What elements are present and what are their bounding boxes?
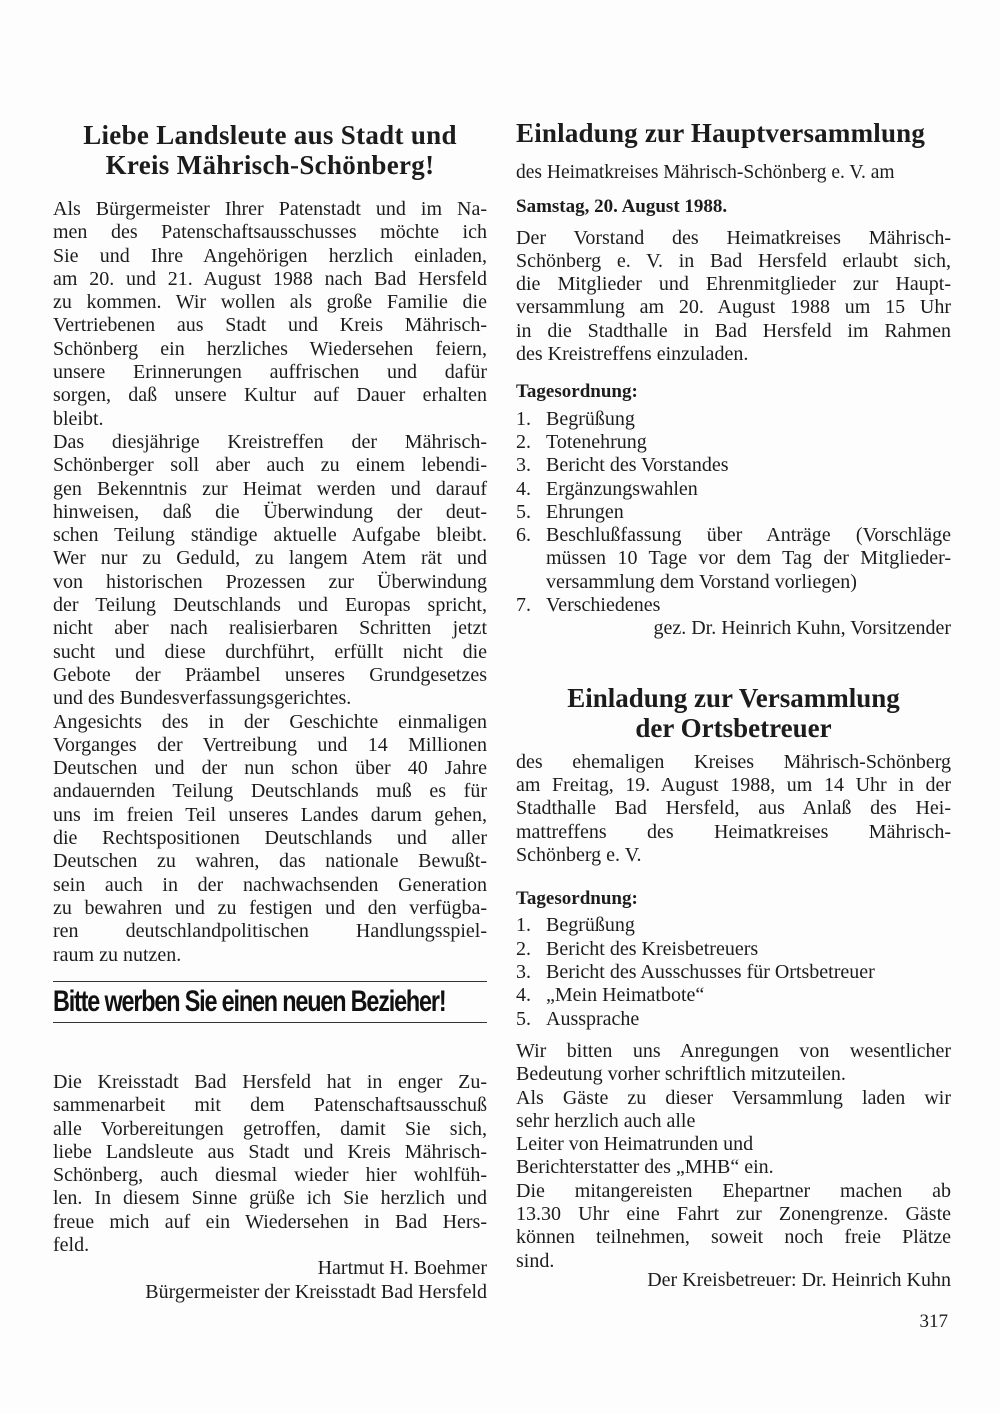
agenda-item: [516, 914, 951, 937]
banner-title: Bitte werben Sie einen neuen Bezieher!: [53, 985, 446, 1018]
heading-line: Kreis Mährisch-Schönberg!: [105, 150, 435, 180]
agenda-item: [516, 938, 951, 961]
agenda-item-text: Beschlußfassung über Anträge (Vorschläge müssen 10 Tage vor dem Tag der Mitglieder-versammlung dem Vorstand vorliegen): [546, 524, 951, 593]
heading-line: Liebe Landsleute aus Stadt und: [83, 120, 457, 150]
text-line: Das diesjährige Kreistreffen der Mährisch-: [53, 430, 487, 453]
greeting-heading: [53, 118, 487, 180]
subscriber-banner: [53, 981, 487, 1023]
text-line: Der Vorstand des Heimatkreises Mährisch-: [516, 226, 951, 249]
agenda-item-number: 4.: [516, 984, 531, 1007]
text-line: 13.30 Uhr eine Fahrt zur Zonengrenze. Gäste: [516, 1202, 951, 1225]
agenda-item-text: „Mein Heimatbote“: [546, 984, 705, 1007]
paragraph-kreistreffen: [53, 431, 487, 711]
text-line: versammlung am 20. August 1988 um 15 Uhr: [516, 296, 951, 319]
agenda-title: Tagesordnung:: [516, 888, 638, 910]
text-line: Deutschen zu wahren, das nationale Bewußt-: [53, 850, 487, 873]
text-line: Vorganges der Vertreibung und 14 Millionen: [53, 733, 487, 756]
hauptversammlung-date: Samstag, 20. August 1988.: [516, 196, 728, 218]
text-line: Vertriebenen aus Stadt und Kreis Mährisch-: [53, 314, 487, 337]
signature-title: Bürgermeister der Kreisstadt Bad Hersfeld: [145, 1280, 487, 1303]
paragraph-kreisstadt: [53, 1071, 487, 1257]
text-line: men des Patenschaftsausschusses möchte ich: [53, 221, 487, 244]
hauptversammlung-signature: gez. Dr. Heinrich Kuhn, Vorsitzender: [653, 617, 951, 640]
text-line: unsere Erinnerungen auffrischen und dafür: [53, 361, 487, 384]
text-line: Wer nur zu Geduld, zu langem Atem rät und: [53, 547, 487, 570]
ortsbetreuer-signature: Der Kreisbetreuer: Dr. Heinrich Kuhn: [647, 1268, 951, 1291]
agenda-item-number: 6.: [516, 524, 531, 547]
text-line: Schönberg e. V.: [516, 843, 642, 866]
text-line: der Teilung Deutschlands und Europas spricht,: [53, 594, 487, 617]
agenda-item: [516, 431, 951, 454]
agenda-list-ortsbetreuer: [516, 914, 951, 1030]
text-line: bleibt.: [53, 407, 104, 430]
text-line: zu bewahren und zu festigen und den verfügba-: [53, 896, 487, 919]
text-line: können teilnehmen, soweit noch freie Plätze: [516, 1226, 951, 1249]
agenda-item: [516, 501, 951, 524]
agenda-item-number: 1.: [516, 914, 531, 937]
agenda-item-number: 1.: [516, 407, 531, 430]
agenda-item-text: Ehrungen: [546, 500, 624, 523]
text-line: die Rechtspositionen Deutschlands und aller: [53, 827, 487, 850]
agenda-item-number: 3.: [516, 454, 531, 477]
text-line: sucht und diese durchführt, erfüllt nicht die: [53, 640, 487, 663]
agenda-item-text: Ergänzungswahlen: [546, 477, 698, 500]
hauptversammlung-heading: Einladung zur Hauptversammlung: [516, 118, 926, 148]
text-line: Schönberg e. V. in Bad Hersfeld erlaubt sich,: [516, 249, 951, 272]
text-line: die Mitglieder und Ehrenmitglieder zur Haupt-: [516, 273, 951, 296]
text-line: Stadthalle Bad Hersfeld, aus Anlaß des Hei-: [516, 797, 951, 820]
text-line: Wir bitten uns Anregungen von wesentlicher: [516, 1039, 951, 1062]
text-line: sorgen, daß unsere Kultur auf Dauer erhalten: [53, 384, 487, 407]
agenda-item: [516, 408, 951, 431]
text-line: feld.: [53, 1234, 90, 1257]
agenda-item: [516, 961, 951, 984]
text-line: Gebote der Präambel unseres Grundgesetzes: [53, 663, 487, 686]
text-line: Als Gäste zu dieser Versammlung laden wir: [516, 1086, 951, 1109]
agenda-item: [516, 1008, 951, 1031]
text-line: hinweisen, daß die Überwindung der deut-: [53, 500, 487, 523]
text-line: sein auch in der nachwachsenden Generation: [53, 873, 487, 896]
agenda-item: [516, 454, 951, 477]
ortsbetreuer-heading: [516, 683, 951, 743]
agenda-item-text: Bericht des Vorstandes: [546, 454, 729, 477]
text-line: zu kommen. Wir wollen als große Familie die: [53, 291, 487, 314]
hauptversammlung-body: [516, 227, 951, 367]
text-line: Die Kreisstadt Bad Hersfeld hat in enger Zu-: [53, 1071, 487, 1093]
text-line: Schönberg ein herzliches Wiedersehen feiern,: [53, 337, 487, 360]
text-line: am Freitag, 19. August 1988, um 14 Uhr in der: [516, 773, 951, 796]
text-line: alle Vorbereitungen getroffen, damit Sie sich,: [53, 1117, 487, 1140]
text-line: in die Stadthalle in Bad Hersfeld im Rahmen: [516, 319, 951, 342]
agenda-item-number: 3.: [516, 961, 531, 984]
text-line: des ehemaligen Kreises Mährisch-Schönberg: [516, 750, 951, 773]
text-line: Als Bürgermeister Ihrer Patenstadt und im Na-: [53, 198, 487, 220]
banner-bottom-rule: [53, 1022, 487, 1023]
text-line: schen Teilung ständige aktuelle Aufgabe bleibt.: [53, 524, 487, 547]
heading-line: Einladung zur Versammlung: [567, 682, 900, 713]
agenda-item-text: Verschiedenes: [546, 594, 661, 617]
signature-name: Hartmut H. Boehmer: [317, 1257, 487, 1280]
text-line: ren deutschlandpolitischen Handlungsspiel-: [53, 920, 487, 943]
text-line: und des Bundesverfassungsgerichtes.: [53, 687, 352, 710]
agenda-title: Tagesordnung:: [516, 381, 638, 403]
agenda-item-number: 2.: [516, 430, 531, 453]
text-line: Sie und Ihre Angehörigen herzlich einladen,: [53, 244, 487, 267]
text-line: freue mich auf ein Wiedersehen in Bad Hers-: [53, 1210, 487, 1233]
text-line: uns im freien Teil unseres Landes darum gehen,: [53, 803, 487, 826]
text-line: Schönberger soll aber auch zu einem lebendi-: [53, 454, 487, 477]
agenda-item: [516, 524, 951, 594]
agenda-item-number: 2.: [516, 937, 531, 960]
text-line: Berichterstatter des „MHB“ ein.: [516, 1156, 774, 1179]
ortsbetreuer-closing: [516, 1040, 951, 1273]
text-line: nicht aber nach realisierbaren Schritten jetzt: [53, 617, 487, 640]
agenda-item: [516, 594, 951, 617]
text-line: Angesichts des in der Geschichte einmaligen: [53, 710, 487, 733]
text-line: andauernden Teilung Deutschlands muß es für: [53, 780, 487, 803]
heading-line: der Ortsbetreuer: [635, 712, 832, 743]
text-line: am 20. und 21. August 1988 nach Bad Hersfeld: [53, 267, 487, 290]
text-line: von historischen Prozessen zur Überwindung: [53, 570, 487, 593]
text-line: Leiter von Heimatrunden und: [516, 1133, 754, 1156]
paragraph-rechtspositionen: [53, 711, 487, 967]
text-line: raum zu nutzen.: [53, 943, 182, 966]
agenda-list-hauptversammlung: [516, 408, 951, 618]
ortsbetreuer-body: [516, 751, 951, 867]
text-line: sammenarbeit mit dem Patenschaftsausschuß: [53, 1094, 487, 1117]
agenda-item-text: Bericht des Kreisbetreuers: [546, 937, 759, 960]
left-column: [53, 118, 487, 967]
agenda-item-number: 7.: [516, 594, 531, 617]
hauptversammlung-lead: des Heimatkreises Mährisch-Schönberg e. V. am: [516, 162, 895, 183]
agenda-item-text: Begrüßung: [546, 914, 635, 937]
text-line: liebe Landsleute aus Stadt und Kreis Mährisch-: [53, 1140, 487, 1163]
text-line: sehr herzlich auch alle: [516, 1109, 696, 1132]
agenda-item-number: 5.: [516, 500, 531, 523]
text-line: mattreffens des Heimatkreises Mährisch-: [516, 820, 951, 843]
text-line: len. In diesem Sinne grüße ich Sie herzlich und: [53, 1187, 487, 1210]
right-column: [516, 118, 951, 1292]
agenda-item-text: Begrüßung: [546, 407, 635, 430]
left-column-lower: [53, 1071, 487, 1304]
agenda-item-text: Aussprache: [546, 1007, 640, 1030]
agenda-item-text: Bericht des Ausschusses für Ortsbetreuer: [546, 961, 875, 984]
text-line: Bedeutung vorher schriftlich mitzuteilen.: [516, 1063, 846, 1086]
agenda-item-text: Totenehrung: [546, 430, 647, 453]
page-number: 317: [919, 1311, 948, 1332]
text-line: Die mitangereisten Ehepartner machen ab: [516, 1179, 951, 1202]
text-line: gen Bekenntnis zur Heimat werden und darauf: [53, 477, 487, 500]
text-line: sind.: [516, 1249, 555, 1272]
text-line: des Kreistreffens einzuladen.: [516, 343, 749, 366]
paragraph-invitation: [53, 198, 487, 431]
agenda-item: [516, 478, 951, 501]
text-line: Schönberg, auch diesmal wieder hier wohlfüh-: [53, 1164, 487, 1187]
agenda-item-number: 4.: [516, 477, 531, 500]
agenda-item-number: 5.: [516, 1007, 531, 1030]
text-line: Deutschen und der nun schon über 40 Jahre: [53, 757, 487, 780]
agenda-item: [516, 984, 951, 1007]
